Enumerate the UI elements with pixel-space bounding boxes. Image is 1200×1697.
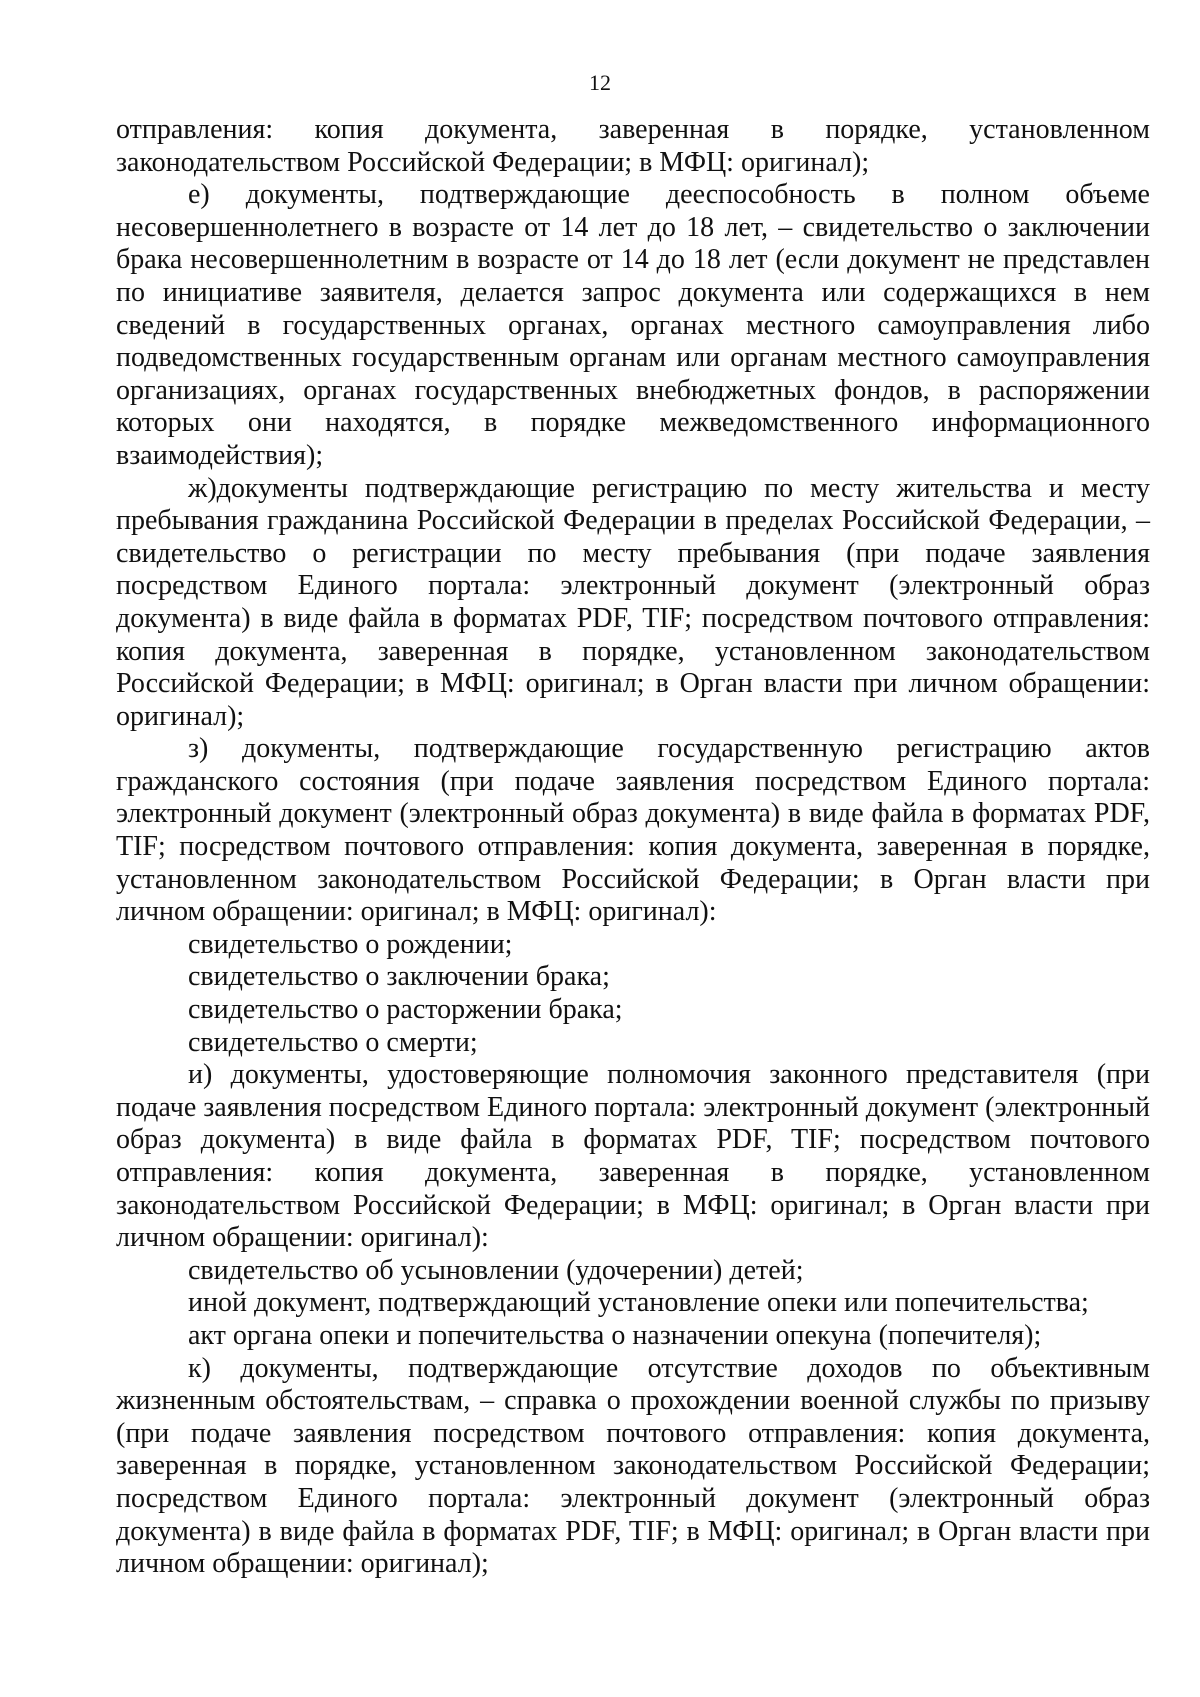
list-item-guardianship-document: иной документ, подтверждающий установление опеки или попечительства;	[188, 1287, 1089, 1319]
list-item-guardian-appointment-act: акт органа опеки и попечительства о назначении опекуна (попечителя);	[188, 1319, 1042, 1351]
document-body	[116, 114, 1150, 1581]
page-number: 12	[589, 70, 611, 95]
paragraph-item-i: и) документы, удостоверяющие полномочия законного представителя (при подаче заявления посредством Единого портала: электронный документ (электронный образ документа) в виде файла в форматах PDF, TIF; посредством почтового отправления: копия документа, заверенная в порядке, установленном законодательством Российской Федерации; в МФЦ: оригинал; в Орган власти при личном обращении: оригинал):	[116, 1059, 1150, 1254]
list-item-divorce-certificate: свидетельство о расторжении брака;	[188, 994, 623, 1026]
list-item-death-certificate: свидетельство о смерти;	[188, 1026, 478, 1058]
list-item-birth-certificate: свидетельство о рождении;	[188, 928, 513, 960]
list-item-adoption-certificate: свидетельство об усыновлении (удочерении) детей;	[188, 1254, 804, 1286]
paragraph-item-e: е) документы, подтверждающие дееспособность в полном объеме несовершеннолетнего в возрасте от 14 лет до 18 лет, – свидетельство о заключении брака несовершеннолетним в возрасте от 14 до 18 лет (если документ не представлен по инициативе заявителя, делается запрос документа или содержащихся в нем сведений в государственных органах, органах местного самоуправления либо подведомственных государственным органам или органам местного самоуправления организациях, органах государственных внебюджетных фондов, в распоряжении которых они находятся, в порядке межведомственного информационного взаимодействия);	[116, 179, 1150, 471]
paragraph-item-zh: ж)документы подтверждающие регистрацию по месту жительства и месту пребывания гражданина Российской Федерации в пределах Российской Федерации, – свидетельство о регистрации по месту пребывания (при подаче заявления посредством Единого портала: электронный документ (электронный образ документа) в виде файла в форматах PDF, TIF; посредством почтового отправления: копия документа, заверенная в порядке, установленном законодательством Российской Федерации; в МФЦ: оригинал; в Орган власти при личном обращении: оригинал);	[116, 472, 1150, 732]
list-item-marriage-certificate: свидетельство о заключении брака;	[188, 961, 610, 993]
paragraph-item-k: к) документы, подтверждающие отсутствие доходов по объективным жизненным обстоятельствам, – справка о прохождении военной службы по призыву (при подаче заявления посредством почтового отправления: копия документа, заверенная в порядке, установленном законодательством Российской Федерации; посредством Единого портала: электронный документ (электронный образ документа) в виде файла в форматах PDF, TIF; в МФЦ: оригинал; в Орган власти при личном обращении: оригинал);	[116, 1352, 1150, 1580]
paragraph-continuation: отправления: копия документа, заверенная в порядке, установленном законодательством Российской Федерации; в МФЦ: оригинал);	[116, 114, 1150, 178]
paragraph-item-z: з) документы, подтверждающие государственную регистрацию актов гражданского состояния (при подаче заявления посредством Единого портала: электронный документ (электронный образ документа) в виде файла в форматах PDF, TIF; посредством почтового отправления: копия документа, заверенная в порядке, установленном законодательством Российской Федерации; в Орган власти при личном обращении: оригинал; в МФЦ: оригинал):	[116, 733, 1150, 928]
